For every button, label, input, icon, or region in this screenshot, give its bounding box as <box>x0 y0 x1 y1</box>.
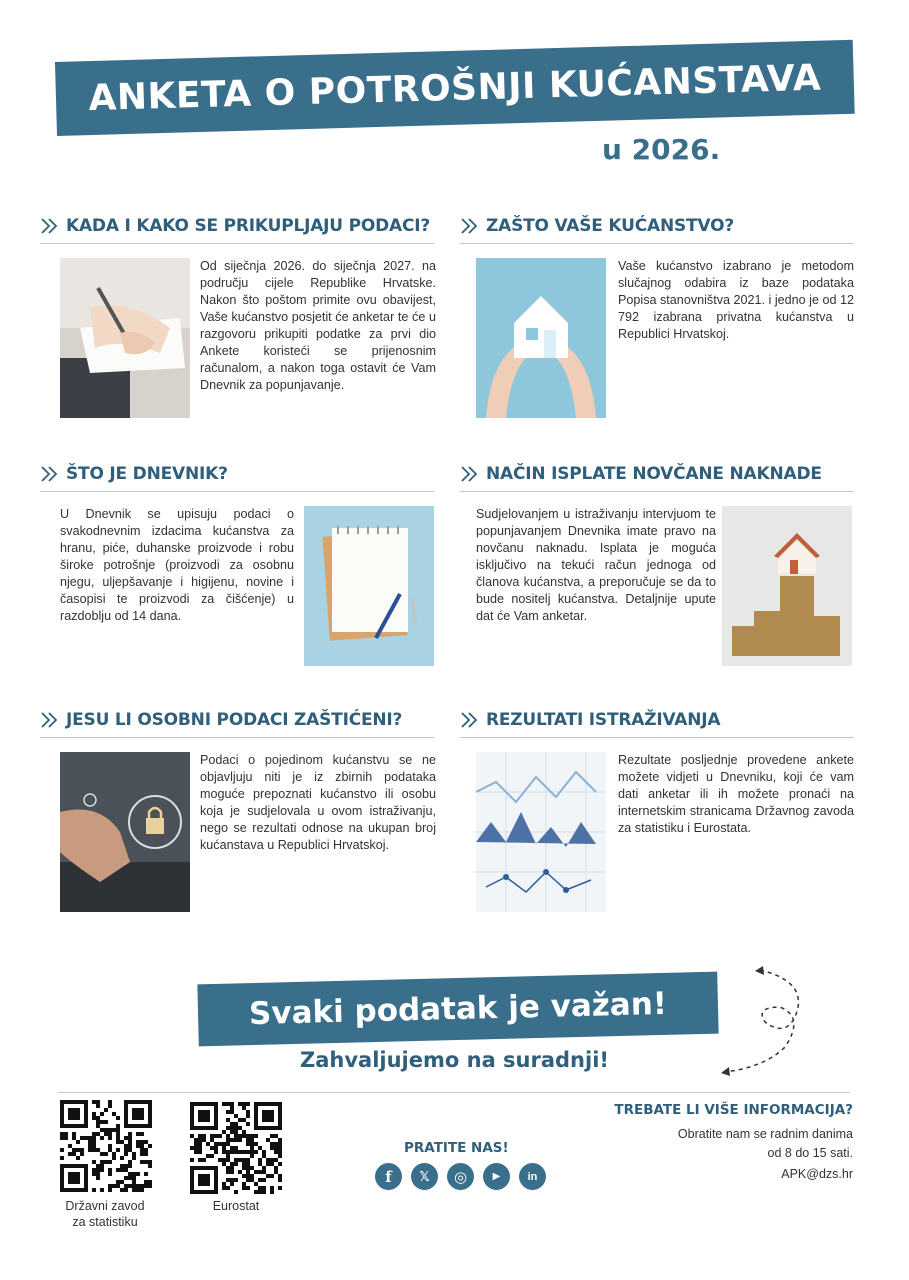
page-title: ANKETA O POTROŠNJI KUĆANSTAVA <box>88 57 822 119</box>
x-twitter-icon[interactable]: 𝕏 <box>411 1163 438 1190</box>
section-title: ŠTO JE DNEVNIK? <box>66 463 228 484</box>
info-title: TREBATE LI VIŠE INFORMACIJA? <box>614 1102 853 1118</box>
qr-label-eurostat: Eurostat <box>212 1199 260 1213</box>
chevron-right-icon <box>460 217 480 235</box>
section-zastita <box>40 706 434 916</box>
instagram-icon[interactable]: ◎ <box>447 1163 474 1190</box>
title-banner <box>55 40 855 136</box>
chevron-right-icon <box>40 465 60 483</box>
chevron-right-icon <box>460 711 480 729</box>
section-dnevnik <box>40 460 434 670</box>
footer-divider <box>58 1092 850 1093</box>
qr-label-dzs: Državni zavod za statistiku <box>65 1199 145 1229</box>
section-title: REZULTATI ISTRAŽIVANJA <box>486 709 721 730</box>
contact-email-link[interactable]: APK@dzs.hr <box>781 1167 853 1181</box>
section-isplata <box>460 460 854 670</box>
info-time: od 8 do 15 sati. <box>767 1146 853 1160</box>
social-links <box>375 1163 546 1190</box>
section-zasto <box>460 212 854 422</box>
linkedin-icon[interactable]: in <box>519 1163 546 1190</box>
section-text: Od siječnja 2026. do siječnja 2027. na području cijele Republike Hrvatske. Nakon što poštom primite ovu obavijest, Vaše kućanstvo posjetit će anketar te će u razgovoru prikupiti podatke za prvi dio Ankete koristeći se prijenosnim računalom, a nakon toga ostavit će Vam Dnevnik za popunjavanje. <box>200 259 436 392</box>
slogan-banner <box>197 972 718 1047</box>
facebook-icon[interactable]: f <box>375 1163 402 1190</box>
thanks-text: Zahvaljujemo na suradnji! <box>300 1048 609 1072</box>
section-kada <box>40 212 434 422</box>
section-text: U Dnevnik se upisuju podaci o svakodnevnim izdacima kućanstva za hranu, piće, duhanske proizvode i robu široke potrošnje (proizvodi za osobnu njegu, uljepšavanje i higijenu, novine i časopisi te proizvodi za čišćenje) u razdoblju od 14 dana. <box>60 507 294 623</box>
slogan-text: Svaki podatak je važan! <box>248 985 668 1033</box>
qr-code-dzs[interactable] <box>60 1100 152 1192</box>
page-subtitle-year: u 2026. <box>602 133 721 166</box>
section-title: ZAŠTO VAŠE KUĆANSTVO? <box>486 215 734 236</box>
follow-us-label: PRATITE NAS! <box>404 1140 509 1156</box>
section-text: Podaci o pojedinom kućanstvu se ne objavljuju niti je iz zbirnih podataka moguće prepoznati kućanstvo ili osobu koja je sudjelovala u ovom istraživanju, nego se rezultati odnose na ukupan broj kućanstava u Republici Hrvatskoj. <box>200 753 436 852</box>
notebook-photo <box>304 506 434 666</box>
house-hands-photo <box>476 258 606 418</box>
section-text: Sudjelovanjem u istraživanju intervjuom te popunjavanjem Dnevnika imate pravo na novčanu naknadu. Isplata je moguća isključivo na tekući račun jednoga od članova kućanstva, a preporučuje se da to bude nositelj kućanstva. Detaljnije upute dat će Vam anketar. <box>476 507 716 623</box>
security-lock-photo <box>60 752 190 912</box>
section-text: Vaše kućanstvo izabrano je metodom slučajnog odabira iz baze podataka Popisa stanovništva 2021. i jedno je od 12 792 izabrana privatna kućanstva u Republici Hrvatskoj. <box>618 259 854 341</box>
section-title: NAČIN ISPLATE NOVČANE NAKNADE <box>486 463 822 484</box>
coins-house-photo <box>722 506 852 666</box>
youtube-icon[interactable]: ▶ <box>483 1163 510 1190</box>
section-text: Rezultate posljednje provedene ankete možete vidjeti u Dnevniku, koji će vam dati anketar ili ih možete pronaći na internetskim stranicama Državnog zavoda za statistiku i Eurostata. <box>618 753 854 835</box>
chevron-right-icon <box>40 711 60 729</box>
section-rezultati <box>460 706 854 916</box>
qr-code-eurostat[interactable] <box>190 1102 282 1194</box>
statistics-chart-photo <box>476 752 606 912</box>
section-title: JESU LI OSOBNI PODACI ZAŠTIĆENI? <box>66 709 403 730</box>
writing-hand-photo <box>60 258 190 418</box>
chevron-right-icon <box>460 465 480 483</box>
info-hours: Obratite nam se radnim danima <box>677 1127 853 1141</box>
chevron-right-icon <box>40 217 60 235</box>
section-title: KADA I KAKO SE PRIKUPLJAJU PODACI? <box>66 215 431 236</box>
